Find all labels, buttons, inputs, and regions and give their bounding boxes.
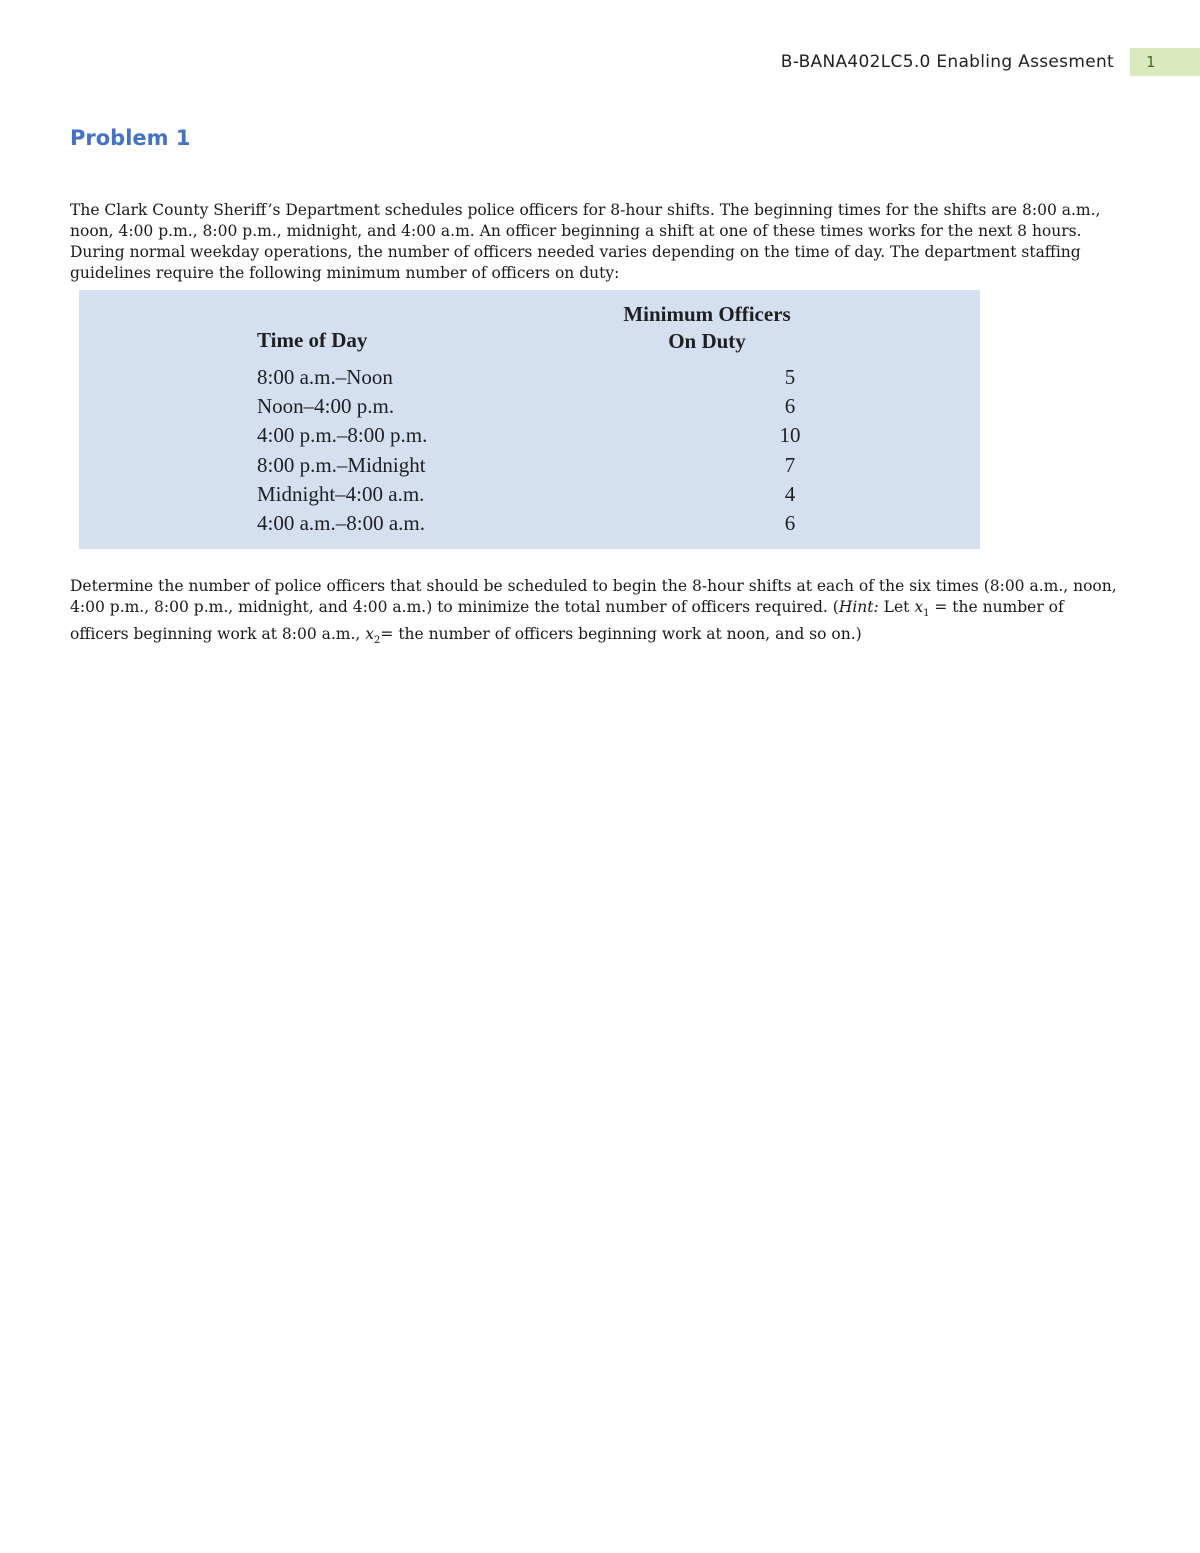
hint-label: Hint: (838, 598, 879, 616)
time-of-day-cell: 8:00 p.m.–Midnight (257, 452, 426, 477)
min-officers-cell: 4 (784, 481, 796, 506)
variable-x1-subscript: 1 (923, 608, 930, 620)
min-officers-cell: 10 (779, 423, 801, 448)
table-row (257, 510, 796, 540)
table-row (257, 394, 796, 423)
problem-heading: Problem 1 (70, 126, 191, 150)
problem-intro-paragraph: The Clark County Sheriff’s Department schedules police officers for 8-hour shifts. The beginning times for the shifts are 8:00 a.m., noon, 4:00 p.m., 8:00 p.m., midnight, and 4:00 a.m. An officer beginning a shift at one of these times works for the next 8 hours. During normal weekday operations, the number of officers needed varies depending on the time of day. The department staffing guidelines require the following minimum number of officers on duty: (70, 201, 1101, 282)
question-text-part2: Let (878, 598, 915, 616)
table-row (257, 423, 801, 452)
column-header-time: Time of Day (257, 328, 368, 352)
time-of-day-cell: Noon–4:00 p.m. (257, 394, 395, 419)
document-header-title: B-BANA402LC5.0 Enabling Assesment (780, 52, 1114, 72)
question-text-part3: = the number of officers beginning work at 8:00 a.m., (70, 598, 1064, 644)
question-text-part4: = the number of officers beginning work at noon, and so on.) (380, 625, 862, 644)
question-text-part1: Determine the number of police officers that should be scheduled to begin the 8-hour shifts at each of the six times (8:00 a.m., noon, 4:00 p.m., 8:00 p.m., midnight, and 4:00 a.m.) to minimize the total number of officers required. ( (70, 577, 1117, 616)
min-officers-cell: 5 (784, 365, 796, 389)
table-body (257, 365, 801, 540)
min-officers-cell: 6 (784, 510, 796, 535)
time-of-day-cell: 8:00 a.m.–Noon (257, 365, 393, 389)
column-header-min-officers (609, 301, 805, 355)
variable-x2: x (365, 625, 375, 644)
time-of-day-cell: 4:00 a.m.–8:00 a.m. (257, 510, 425, 535)
page-number-badge: 1 (1130, 48, 1200, 76)
variable-x1: x (914, 598, 924, 616)
time-of-day-cell: 4:00 p.m.–8:00 p.m. (257, 423, 428, 448)
table-row (257, 452, 796, 482)
min-officers-cell: 6 (784, 394, 796, 419)
table-row (257, 481, 796, 511)
column-header-min-line2: On Duty (668, 329, 746, 353)
variable-x2-subscript: 2 (374, 635, 381, 647)
problem-question-paragraph (70, 576, 1122, 651)
column-header-min-line1: Minimum Officers (623, 302, 791, 326)
min-officers-cell: 7 (784, 452, 796, 477)
staffing-table (79, 290, 980, 549)
table-row (257, 365, 796, 394)
time-of-day-cell: Midnight–4:00 a.m. (257, 481, 425, 506)
